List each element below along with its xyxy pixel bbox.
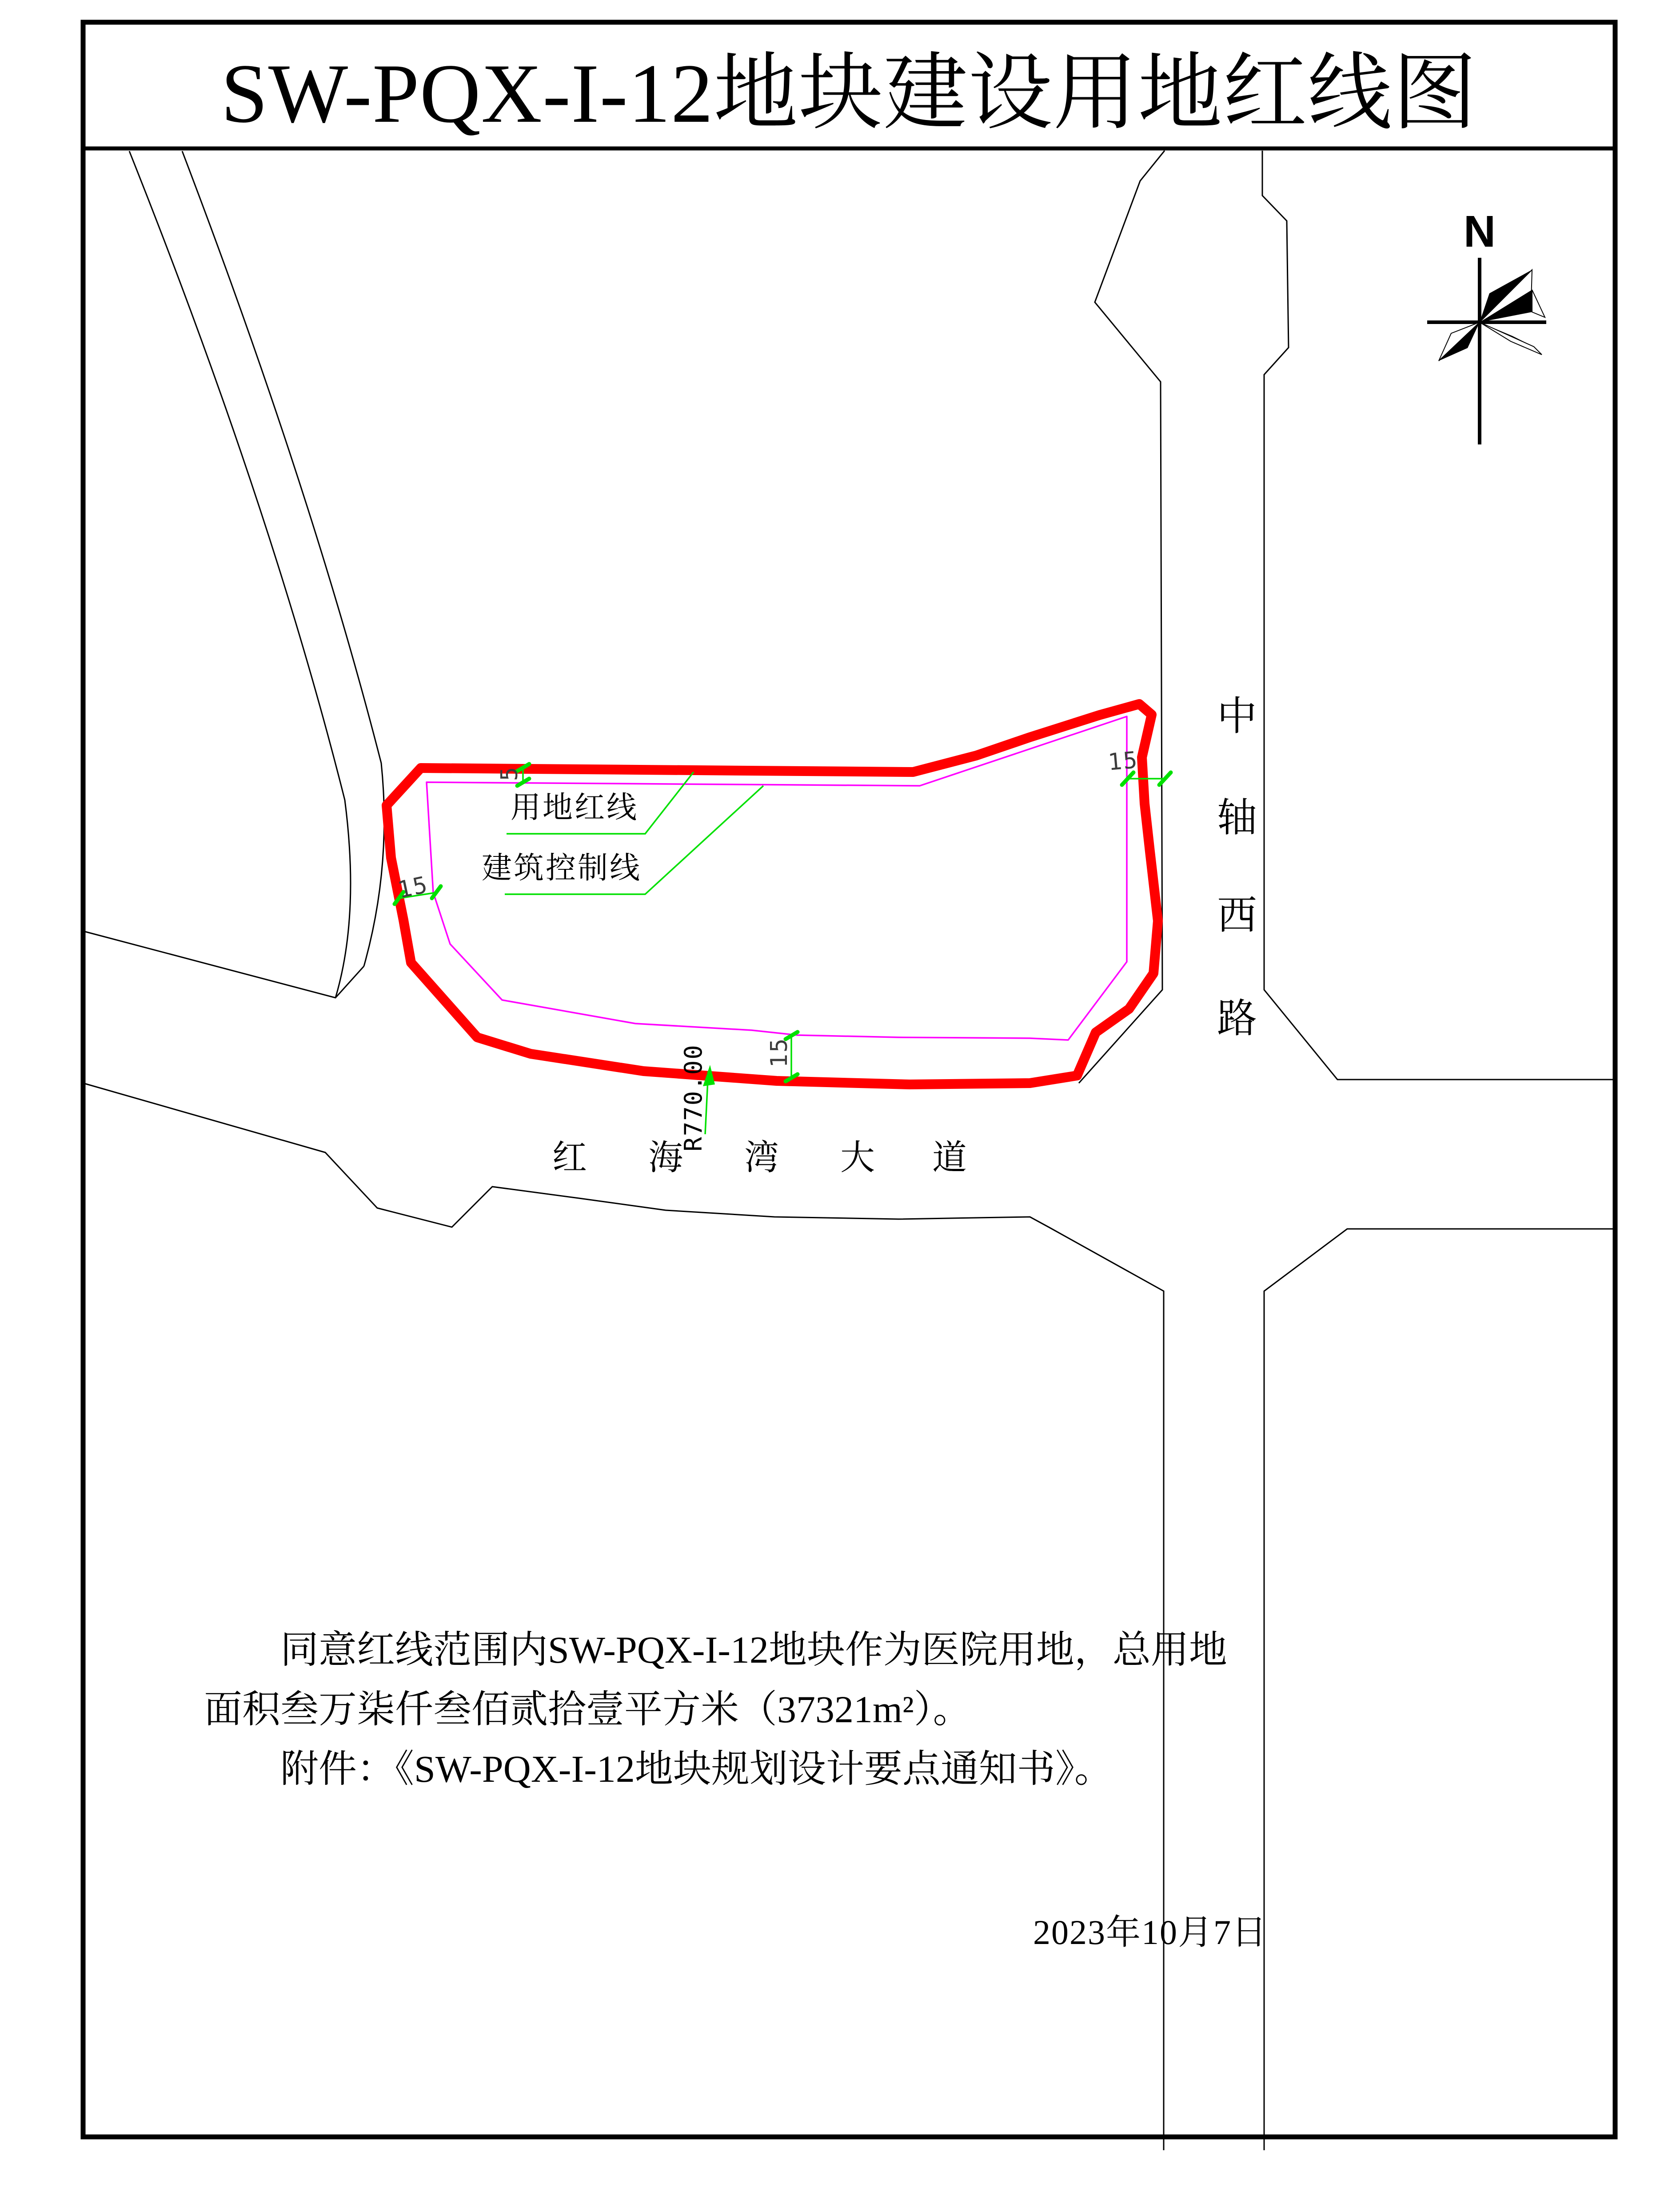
diagonal-road-east-edge (182, 151, 384, 966)
north-label: N (1463, 207, 1496, 256)
parcel-red-line (387, 704, 1158, 1084)
approval-notes (204, 1620, 1470, 1799)
dim-bottom-value: 15 (766, 1037, 793, 1068)
radius-value: R770.00 (679, 1044, 707, 1152)
approval-notes-line-2: 面积叁万柒仟叁佰贰拾壹平方米（37321m²）。 (204, 1688, 971, 1731)
zhongzhouxi-east-edge (1262, 151, 1615, 1080)
road-label-zhongzhouxi-char-3: 西 (1217, 894, 1257, 938)
approval-notes-line-1: 同意红线范围内SW-PQX-I-12地块作为医院用地，总用地 (280, 1628, 1227, 1671)
approval-notes-line-3: 附件：《SW-PQX-I-12地块规划设计要点通知书》。 (280, 1748, 1113, 1790)
honghaiwan-north-edge-west (83, 931, 364, 998)
dim-left-value: 15 (395, 871, 431, 904)
road-label-zhongzhouxi-char-4: 路 (1217, 997, 1257, 1041)
compass-sw-wing-light (1439, 322, 1480, 361)
honghaiwan-south-edge-west (83, 1083, 1164, 2150)
compass-east-wing-light (1532, 290, 1545, 317)
road-label-zhongzhouxi-char-1: 中 (1217, 695, 1257, 739)
road-label-zhongzhouxi-char-2: 轴 (1217, 796, 1257, 840)
north-arrow (1427, 207, 1546, 444)
dim-top-value: 5 (496, 765, 523, 781)
road-label-honghaiwan: 红海湾大道 (552, 1138, 967, 1177)
red-line-label: 用地红线 (510, 791, 639, 824)
approval-date: 2023年10月7日 (1033, 1913, 1268, 1952)
compass-se-wing-light (1480, 322, 1542, 355)
control-line-label: 建筑控制线 (481, 851, 642, 885)
page-title: SW-PQX-I-12地块建设用地红线图 (221, 47, 1477, 140)
diagonal-road-west-edge (129, 151, 351, 998)
dim-right-value: 15 (1107, 747, 1140, 776)
